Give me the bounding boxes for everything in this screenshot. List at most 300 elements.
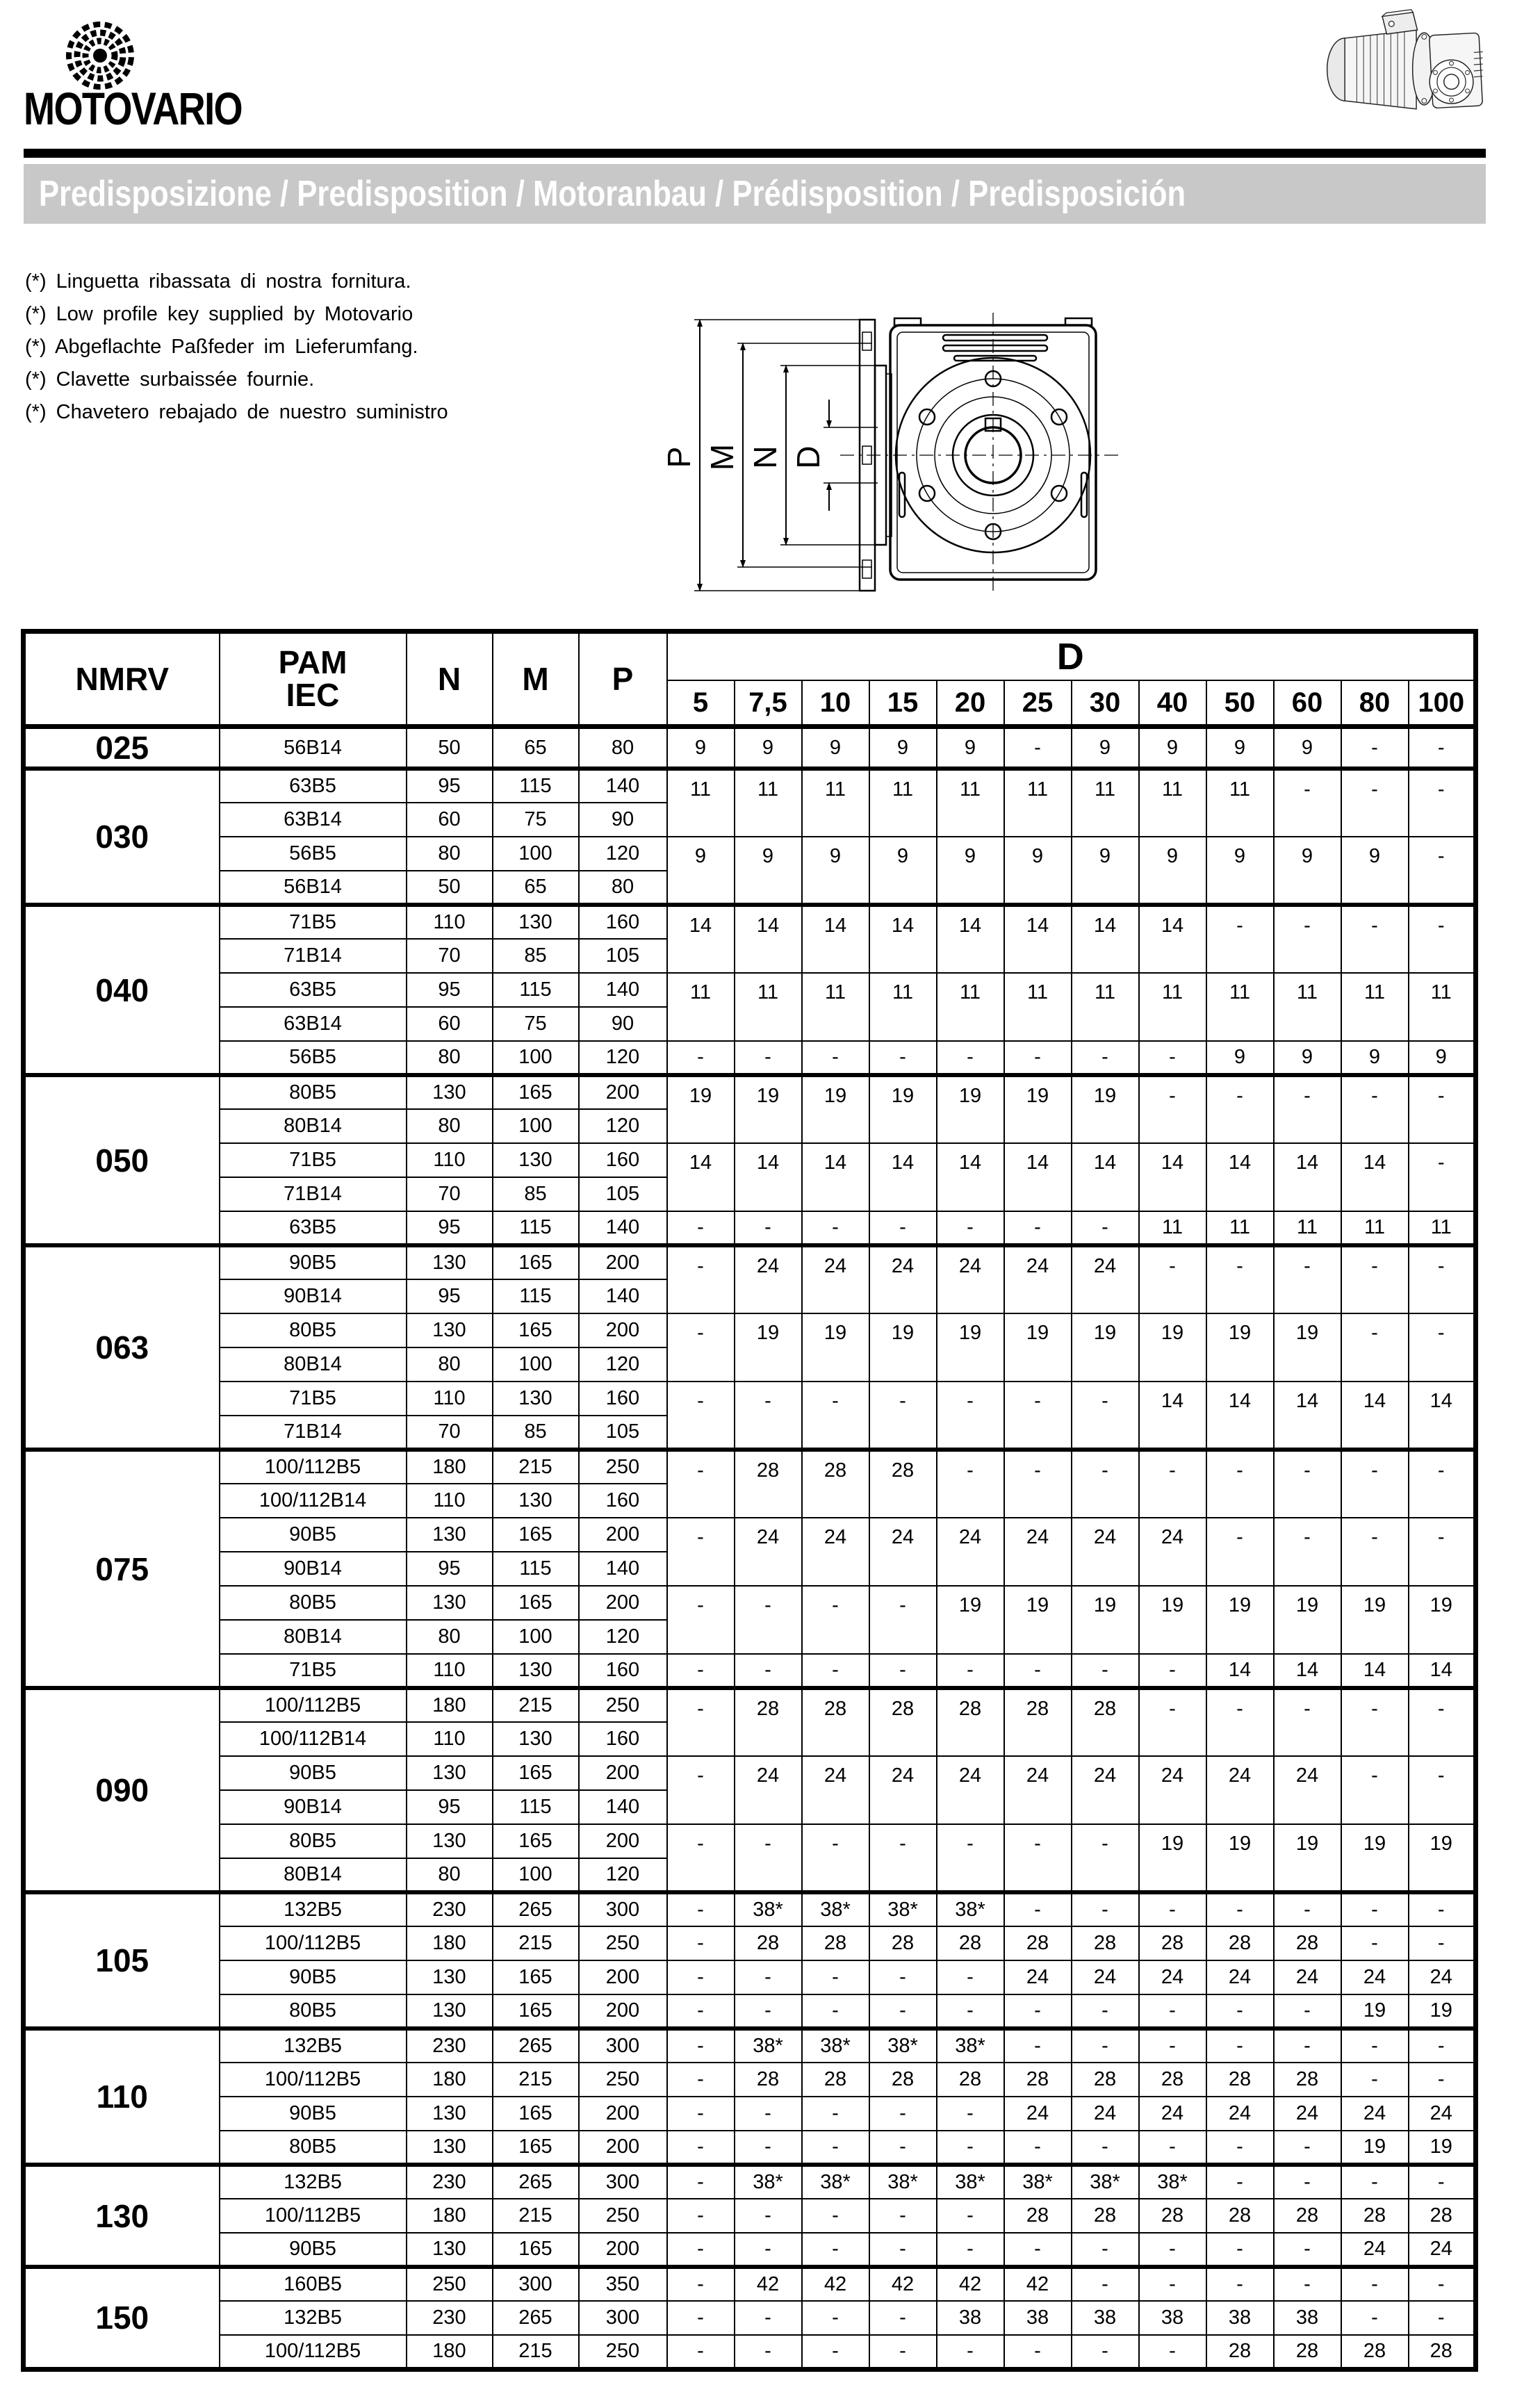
d-value-cell: - — [1139, 1245, 1206, 1313]
n-cell: 110 — [407, 1143, 493, 1177]
pam-cell: 80B5 — [220, 1994, 407, 2029]
d-value-cell: 38* — [1139, 2165, 1206, 2199]
d-value-cell: 28 — [1409, 2335, 1476, 2369]
table-row — [24, 1960, 1476, 1994]
d-value-cell: - — [1004, 727, 1072, 769]
d-value-cell: 28 — [1139, 1926, 1206, 1960]
m-cell: 215 — [493, 1926, 579, 1960]
d-value-cell: - — [1004, 1892, 1072, 1926]
n-cell: 130 — [407, 2097, 493, 2131]
d-value-cell: - — [1072, 1450, 1139, 1518]
d-value-cell: 19 — [1004, 1075, 1072, 1143]
m-cell: 85 — [493, 1177, 579, 1211]
table-row — [24, 1926, 1476, 1960]
d-value-cell: 19 — [1409, 1824, 1476, 1892]
p-cell: 200 — [579, 1518, 667, 1552]
d-value-cell: 14 — [1274, 1143, 1341, 1211]
d-value-cell: - — [1072, 1041, 1139, 1075]
d-value-cell: 14 — [1341, 1382, 1409, 1450]
d-value-cell: 19 — [1206, 1586, 1274, 1654]
d-value-cell: - — [735, 1824, 802, 1892]
d-value-cell: - — [869, 2199, 937, 2233]
note-line-es: (*) Chavetero rebajado de nuestro suministro — [25, 401, 448, 423]
n-cell: 130 — [407, 1586, 493, 1620]
d-value-cell: 9 — [1206, 727, 1274, 769]
d-value-cell: - — [802, 1654, 869, 1688]
d-value-cell: 14 — [1409, 1654, 1476, 1688]
d-value-cell: 9 — [1341, 1041, 1409, 1075]
d-value-cell: 19 — [1139, 1313, 1206, 1382]
d-value-cell: - — [1409, 1688, 1476, 1756]
d-value-cell: 19 — [1139, 1824, 1206, 1892]
d-value-cell: 14 — [1072, 905, 1139, 973]
nmrv-group-label: 063 — [24, 1245, 220, 1450]
d-value-cell: 24 — [1409, 2233, 1476, 2267]
d-value-cell: - — [802, 1382, 869, 1450]
d-value-cell: 19 — [1274, 1313, 1341, 1382]
d-value-cell: - — [1409, 2165, 1476, 2199]
m-cell: 300 — [493, 2267, 579, 2301]
table-row — [24, 2199, 1476, 2233]
d-value-cell: - — [1409, 1892, 1476, 1926]
m-cell: 100 — [493, 837, 579, 871]
d-value-cell: 11 — [1206, 973, 1274, 1041]
d-value-cell: 28 — [869, 2063, 937, 2097]
pam-cell: 100/112B5 — [220, 1450, 407, 1484]
d-value-cell: - — [735, 2131, 802, 2165]
d-value-cell: 9 — [937, 727, 1004, 769]
d-col-header: 15 — [869, 680, 937, 727]
d-value-cell: - — [1072, 2233, 1139, 2267]
d-value-cell: 38 — [1004, 2301, 1072, 2335]
d-value-cell: 28 — [1274, 2199, 1341, 2233]
d-value-cell: 28 — [802, 1450, 869, 1518]
p-cell: 160 — [579, 905, 667, 939]
d-value-cell: - — [1072, 1654, 1139, 1688]
m-cell: 115 — [493, 769, 579, 803]
d-value-cell: 38 — [1274, 2301, 1341, 2335]
d-value-cell: - — [802, 1041, 869, 1075]
d-value-cell: 24 — [869, 1518, 937, 1586]
d-value-cell: 42 — [802, 2267, 869, 2301]
d-value-cell: - — [1206, 905, 1274, 973]
pam-cell: 80B14 — [220, 1109, 407, 1143]
m-cell: 115 — [493, 1552, 579, 1586]
d-value-cell: - — [1206, 1688, 1274, 1756]
d-value-cell: 38 — [1139, 2301, 1206, 2335]
table-row — [24, 1450, 1476, 1484]
d-value-cell: 19 — [1274, 1824, 1341, 1892]
d-value-cell: 11 — [869, 973, 937, 1041]
d-value-cell: - — [1072, 1211, 1139, 1245]
d-value-cell: 19 — [869, 1313, 937, 1382]
d-value-cell: 19 — [1206, 1313, 1274, 1382]
nmrv-group-130 — [24, 2165, 1476, 2267]
d-value-cell: 28 — [1274, 2063, 1341, 2097]
p-cell: 90 — [579, 803, 667, 837]
p-cell: 200 — [579, 1586, 667, 1620]
d-value-cell: - — [1409, 2029, 1476, 2063]
m-cell: 115 — [493, 1279, 579, 1313]
d-value-cell: 14 — [1206, 1654, 1274, 1688]
d-value-cell: 24 — [1409, 1960, 1476, 1994]
n-cell: 95 — [407, 1279, 493, 1313]
pam-cell: 90B14 — [220, 1552, 407, 1586]
d-value-cell: - — [1409, 1518, 1476, 1586]
p-cell: 200 — [579, 2097, 667, 2131]
m-cell: 215 — [493, 2199, 579, 2233]
d-value-cell: 38* — [1004, 2165, 1072, 2199]
pam-cell: 100/112B14 — [220, 1484, 407, 1518]
d-value-cell: 24 — [1274, 2097, 1341, 2131]
n-cell: 180 — [407, 1688, 493, 1722]
d-value-cell: - — [1206, 2131, 1274, 2165]
m-cell: 265 — [493, 1892, 579, 1926]
pam-cell: 90B5 — [220, 1960, 407, 1994]
notes-block — [25, 265, 650, 429]
d-value-cell: - — [1341, 1756, 1409, 1824]
d-value-cell: - — [869, 2131, 937, 2165]
d-value-cell: 28 — [735, 1450, 802, 1518]
p-cell: 250 — [579, 1450, 667, 1484]
dimension-label-d: D — [790, 445, 826, 469]
d-col-header: 100 — [1409, 680, 1476, 727]
d-value-cell: 14 — [1139, 1382, 1206, 1450]
d-value-cell: - — [937, 2131, 1004, 2165]
iec-label: IEC — [286, 677, 340, 713]
table-header — [24, 632, 1476, 727]
d-value-cell: 11 — [1004, 769, 1072, 837]
pam-cell: 90B5 — [220, 2233, 407, 2267]
d-value-cell: - — [667, 1654, 735, 1688]
d-value-cell: - — [937, 1960, 1004, 1994]
d-value-cell: - — [802, 2233, 869, 2267]
p-cell: 250 — [579, 1688, 667, 1722]
pam-cell: 160B5 — [220, 2267, 407, 2301]
d-value-cell: - — [667, 1518, 735, 1586]
d-value-cell: 11 — [1139, 973, 1206, 1041]
d-value-cell: - — [667, 1586, 735, 1654]
d-value-cell: - — [1409, 1143, 1476, 1211]
d-col-header: 5 — [667, 680, 735, 727]
n-cell: 130 — [407, 1313, 493, 1347]
d-value-cell: 28 — [802, 1688, 869, 1756]
d-value-cell: 9 — [1341, 837, 1409, 905]
d-value-cell: 28 — [1072, 2063, 1139, 2097]
d-value-cell: 28 — [1139, 2063, 1206, 2097]
d-value-cell: 38* — [735, 1892, 802, 1926]
p-cell: 250 — [579, 1926, 667, 1960]
d-value-cell: 24 — [1072, 1756, 1139, 1824]
pam-cell: 63B5 — [220, 1211, 407, 1245]
d-value-cell: 11 — [937, 769, 1004, 837]
d-value-cell: 14 — [937, 1143, 1004, 1211]
d-value-cell: 24 — [802, 1518, 869, 1586]
n-cell: 180 — [407, 2335, 493, 2369]
d-value-cell: 11 — [1206, 769, 1274, 837]
d-value-cell: - — [1341, 2301, 1409, 2335]
p-cell: 200 — [579, 2131, 667, 2165]
pam-cell: 63B14 — [220, 1007, 407, 1041]
table-row — [24, 1075, 1476, 1109]
pam-cell: 71B5 — [220, 905, 407, 939]
d-value-cell: 28 — [802, 1926, 869, 1960]
d-value-cell: - — [937, 1382, 1004, 1450]
d-value-cell: 9 — [1206, 837, 1274, 905]
pam-cell: 56B5 — [220, 837, 407, 871]
m-cell: 130 — [493, 905, 579, 939]
d-value-cell: 24 — [735, 1518, 802, 1586]
d-value-cell: 11 — [1206, 1211, 1274, 1245]
nmrv-group-040 — [24, 905, 1476, 1075]
d-value-cell: 38* — [869, 1892, 937, 1926]
table-row — [24, 2063, 1476, 2097]
n-cell: 250 — [407, 2267, 493, 2301]
d-value-cell: - — [1072, 2335, 1139, 2369]
d-value-cell: 14 — [1409, 1382, 1476, 1450]
nmrv-group-090 — [24, 1688, 1476, 1892]
d-value-cell: 24 — [1139, 1960, 1206, 1994]
p-cell: 140 — [579, 1790, 667, 1824]
d-value-cell: 9 — [1004, 837, 1072, 905]
d-value-cell: 28 — [1409, 2199, 1476, 2233]
d-value-cell: - — [1139, 2029, 1206, 2063]
p-cell: 160 — [579, 1143, 667, 1177]
d-value-cell: - — [1274, 1892, 1341, 1926]
d-value-cell: 24 — [1341, 2097, 1409, 2131]
n-cell: 110 — [407, 1654, 493, 1688]
d-value-cell: - — [667, 2097, 735, 2131]
d-value-cell: - — [735, 2301, 802, 2335]
d-value-cell: - — [1341, 1688, 1409, 1756]
d-col-header: 50 — [1206, 680, 1274, 727]
d-value-cell: 9 — [802, 727, 869, 769]
n-cell: 180 — [407, 2199, 493, 2233]
d-value-cell: 14 — [1004, 905, 1072, 973]
table-row — [24, 1518, 1476, 1552]
d-value-cell: - — [802, 1824, 869, 1892]
d-value-cell: - — [1274, 2029, 1341, 2063]
d-value-cell: - — [1274, 2233, 1341, 2267]
brand-wordmark: MOTOVARIO — [24, 83, 242, 134]
d-value-cell: 38* — [937, 1892, 1004, 1926]
n-cell: 110 — [407, 1484, 493, 1518]
d-value-cell: 28 — [1206, 2199, 1274, 2233]
n-cell: 230 — [407, 2165, 493, 2199]
nmrv-group-025 — [24, 727, 1476, 769]
d-value-cell: 38* — [1072, 2165, 1139, 2199]
n-cell: 80 — [407, 1347, 493, 1382]
d-value-cell: - — [667, 2165, 735, 2199]
pam-cell: 63B5 — [220, 973, 407, 1007]
d-value-cell: 11 — [1072, 973, 1139, 1041]
n-cell: 180 — [407, 1450, 493, 1484]
p-cell: 160 — [579, 1484, 667, 1518]
d-value-cell: - — [667, 2267, 735, 2301]
d-value-cell: 19 — [1004, 1586, 1072, 1654]
d-value-cell: 28 — [1206, 2335, 1274, 2369]
d-value-cell: 24 — [1072, 2097, 1139, 2131]
d-value-cell: 24 — [1274, 1960, 1341, 1994]
d-value-cell: 19 — [1072, 1075, 1139, 1143]
d-value-cell: 19 — [869, 1075, 937, 1143]
nmrv-group-label: 110 — [24, 2029, 220, 2165]
n-cell: 230 — [407, 1892, 493, 1926]
d-value-cell: - — [869, 1824, 937, 1892]
d-value-cell: 28 — [735, 2063, 802, 2097]
d-value-cell: 28 — [735, 1688, 802, 1756]
d-col-header: 10 — [802, 680, 869, 727]
n-cell: 130 — [407, 1245, 493, 1279]
d-col-header: 40 — [1139, 680, 1206, 727]
d-value-cell: - — [667, 1824, 735, 1892]
d-value-cell: - — [667, 1994, 735, 2029]
d-value-cell: - — [1274, 1688, 1341, 1756]
d-value-cell: 42 — [735, 2267, 802, 2301]
p-cell: 140 — [579, 1552, 667, 1586]
p-cell: 120 — [579, 1109, 667, 1143]
section-title-bar — [24, 164, 1486, 224]
nmrv-group-110 — [24, 2029, 1476, 2165]
d-value-cell: - — [1206, 1450, 1274, 1518]
table-row — [24, 1994, 1476, 2029]
d-value-cell: 19 — [1341, 2131, 1409, 2165]
n-cell: 95 — [407, 1790, 493, 1824]
d-value-cell: 19 — [735, 1313, 802, 1382]
note-line-de: (*) Abgeflachte Paßfeder im Lieferumfang. — [25, 336, 418, 358]
d-value-cell: - — [937, 1994, 1004, 2029]
n-cell: 50 — [407, 871, 493, 905]
d-value-cell: 24 — [869, 1756, 937, 1824]
table-row — [24, 2029, 1476, 2063]
n-cell: 130 — [407, 1518, 493, 1552]
m-cell: 165 — [493, 1313, 579, 1347]
d-value-cell: 9 — [735, 837, 802, 905]
p-cell: 120 — [579, 1347, 667, 1382]
pam-label: PAM — [278, 644, 347, 681]
d-value-cell: 19 — [1004, 1313, 1072, 1382]
d-value-cell: 19 — [1341, 1994, 1409, 2029]
d-value-cell: 28 — [1072, 1926, 1139, 1960]
d-value-cell: - — [1004, 1211, 1072, 1245]
d-value-cell: 38* — [735, 2029, 802, 2063]
table-row — [24, 727, 1476, 769]
d-value-cell: 24 — [1206, 1756, 1274, 1824]
d-value-cell: - — [1409, 2063, 1476, 2097]
d-value-cell: - — [667, 2335, 735, 2369]
pam-cell: 132B5 — [220, 2029, 407, 2063]
d-value-cell: - — [735, 1994, 802, 2029]
n-cell: 130 — [407, 2233, 493, 2267]
d-value-cell: 28 — [1139, 2199, 1206, 2233]
pam-cell: 80B14 — [220, 1347, 407, 1382]
d-value-cell: 38* — [937, 2165, 1004, 2199]
n-cell: 110 — [407, 905, 493, 939]
d-value-cell: - — [1072, 1994, 1139, 2029]
d-value-cell: - — [869, 1382, 937, 1450]
nmrv-group-150 — [24, 2267, 1476, 2369]
d-value-cell: - — [869, 2233, 937, 2267]
d-value-cell: 9 — [1274, 727, 1341, 769]
d-value-cell: - — [1341, 1926, 1409, 1960]
brand-logo — [24, 15, 316, 140]
p-cell: 250 — [579, 2063, 667, 2097]
d-value-cell: 19 — [937, 1075, 1004, 1143]
n-cell: 130 — [407, 1075, 493, 1109]
m-cell: 165 — [493, 1245, 579, 1279]
d-value-cell: 38 — [937, 2301, 1004, 2335]
n-cell: 70 — [407, 1177, 493, 1211]
col-header-nmrv: NMRV — [24, 632, 220, 727]
d-value-cell: 14 — [802, 1143, 869, 1211]
d-value-cell: 9 — [1274, 1041, 1341, 1075]
d-value-cell: 14 — [1072, 1143, 1139, 1211]
m-cell: 115 — [493, 973, 579, 1007]
d-value-cell: - — [1409, 1926, 1476, 1960]
d-value-cell: - — [1072, 2029, 1139, 2063]
m-cell: 130 — [493, 1382, 579, 1416]
d-value-cell: 19 — [1072, 1313, 1139, 1382]
d-value-cell: - — [1341, 2267, 1409, 2301]
nmrv-group-label: 050 — [24, 1075, 220, 1245]
d-value-cell: - — [802, 1960, 869, 1994]
d-value-cell: 28 — [1274, 1926, 1341, 1960]
d-value-cell: - — [1139, 2267, 1206, 2301]
nmrv-group-label: 075 — [24, 1450, 220, 1688]
table-row — [24, 973, 1476, 1007]
pam-cell: 100/112B5 — [220, 1926, 407, 1960]
table-row — [24, 2165, 1476, 2199]
d-value-cell: 11 — [1072, 769, 1139, 837]
table-row — [24, 1313, 1476, 1347]
d-value-cell: 28 — [735, 1926, 802, 1960]
d-value-cell: 38 — [1206, 2301, 1274, 2335]
d-value-cell: - — [667, 1960, 735, 1994]
table-row — [24, 1143, 1476, 1177]
d-value-cell: - — [1072, 1824, 1139, 1892]
d-value-cell: - — [937, 2199, 1004, 2233]
d-value-cell: - — [802, 2335, 869, 2369]
p-cell: 140 — [579, 1279, 667, 1313]
m-cell: 100 — [493, 1858, 579, 1892]
p-cell: 140 — [579, 769, 667, 803]
d-value-cell: 9 — [1409, 1041, 1476, 1075]
d-value-cell: - — [735, 1960, 802, 1994]
nmrv-group-label: 040 — [24, 905, 220, 1075]
d-value-cell: - — [735, 2097, 802, 2131]
d-value-cell: - — [802, 2301, 869, 2335]
d-value-cell: 19 — [937, 1586, 1004, 1654]
d-value-cell: 24 — [1004, 1518, 1072, 1586]
table-row — [24, 905, 1476, 939]
d-value-cell: - — [1274, 1245, 1341, 1313]
d-value-cell: - — [869, 2097, 937, 2131]
d-value-cell: 9 — [1139, 837, 1206, 905]
d-col-header: 80 — [1341, 680, 1409, 727]
nmrv-group-label: 150 — [24, 2267, 220, 2369]
d-value-cell: 28 — [869, 1450, 937, 1518]
d-value-cell: 14 — [735, 905, 802, 973]
d-value-cell: 19 — [1072, 1586, 1139, 1654]
pam-cell: 90B14 — [220, 1279, 407, 1313]
d-value-cell: 24 — [1274, 1756, 1341, 1824]
d-value-cell: 19 — [937, 1313, 1004, 1382]
n-cell: 230 — [407, 2301, 493, 2335]
d-value-cell: 11 — [667, 973, 735, 1041]
d-value-cell: - — [667, 1313, 735, 1382]
pam-cell: 71B5 — [220, 1143, 407, 1177]
d-value-cell: 14 — [735, 1143, 802, 1211]
